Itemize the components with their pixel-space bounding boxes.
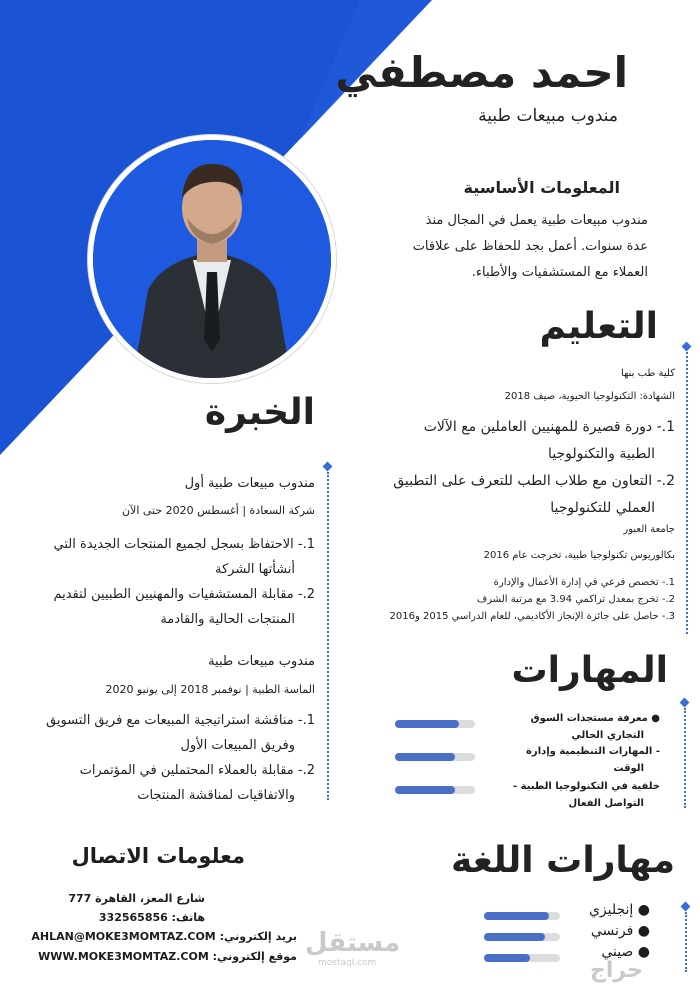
about-line: عدة سنوات. أعمل بجد للحفاظ على علاقات bbox=[412, 239, 648, 254]
job-meta: الماسة الطبية | نوفمبر 2018 إلى يونيو 2020 bbox=[105, 683, 315, 696]
school-name: كلية طب بنها bbox=[620, 368, 675, 379]
about-text bbox=[388, 208, 648, 286]
about-line: مندوب مبيعات طبية يعمل في المجال منذ bbox=[425, 213, 648, 228]
contact-phone: هاتف: 332565856 bbox=[98, 911, 205, 924]
skills-timeline bbox=[684, 708, 686, 808]
contact-website[interactable]: موقع إلكتروني: WWW.MOKE3MOMTAZ.COM bbox=[38, 950, 297, 963]
job-title: مندوب مبيعات طبية bbox=[208, 654, 315, 669]
list-item: 1.- تخصص فرعي في إدارة الأعمال والإدارة bbox=[493, 577, 675, 588]
skill-bar-fill bbox=[395, 720, 459, 728]
contact-email[interactable]: بريد إلكتروني: AHLAN@MOKE3MOMTAZ.COM bbox=[31, 930, 297, 943]
list-item: 3.- حاصل على جائزة الإنجاز الأكاديمي، للعام الدراسي 2015 و2016 bbox=[389, 611, 675, 622]
skill-line: ● معرفة مستجدات السوق bbox=[530, 713, 660, 724]
language-item: ● إنجليزي bbox=[588, 902, 650, 918]
job-meta: شركة السعادة | أغسطس 2020 حتى الآن bbox=[121, 504, 315, 517]
skill-item bbox=[510, 710, 660, 743]
language-bar bbox=[484, 933, 560, 941]
skill-bar-fill bbox=[395, 753, 455, 761]
skills-list bbox=[510, 710, 660, 812]
person-name: احمد مصطفي bbox=[335, 48, 628, 97]
list-item: والاتفاقيات لمناقشة المنتجات bbox=[137, 788, 295, 803]
education-items bbox=[375, 574, 675, 625]
job-duties bbox=[5, 532, 315, 632]
list-item: العملي للتكنولوجيا bbox=[550, 500, 655, 516]
skill-line: التجاري الحالي bbox=[571, 730, 644, 741]
job-title: مندوب مبيعات طبية bbox=[478, 106, 618, 126]
skill-line: التواصل الفعال bbox=[568, 798, 644, 809]
skill-line: خلفية في التكنولوجيا الطبية - bbox=[512, 781, 660, 792]
skill-bar-fill bbox=[395, 786, 455, 794]
list-item: 2.- تخرج بمعدل تراكمي 3.94 مع مرتبة الشرف bbox=[476, 594, 675, 605]
skill-bar bbox=[395, 720, 475, 728]
list-item: 2.- مقابلة المستشفيات والمهنيين الطبيين لتقديم bbox=[53, 587, 315, 602]
skill-bar bbox=[395, 786, 475, 794]
list-item: الطبية والتكنولوجيا bbox=[547, 446, 655, 462]
job-duties bbox=[0, 708, 315, 808]
list-item: وفريق المبيعات الأول bbox=[180, 738, 295, 753]
job-title: مندوب مبيعات طبية أول bbox=[184, 476, 315, 491]
watermark-url: mostaql.com bbox=[318, 958, 377, 968]
language-item: ● فرنسي bbox=[590, 923, 650, 939]
list-item: المنتجات الحالية والقادمة bbox=[160, 612, 295, 627]
language-bar bbox=[484, 954, 560, 962]
profile-photo bbox=[88, 135, 336, 383]
language-item: ● صيني bbox=[601, 944, 650, 960]
about-line: العملاء مع المستشفيات والأطباء. bbox=[471, 265, 648, 280]
list-item: أنشأتها الشركة bbox=[215, 562, 295, 577]
list-item: 2.- مقابلة بالعملاء المحتملين في المؤتمرات bbox=[79, 763, 315, 778]
list-item: 1.- الاحتفاظ بسجل لجميع المنتجات الجديدة التي bbox=[53, 537, 315, 552]
skill-item bbox=[510, 743, 660, 778]
school-name: جامعة العبور bbox=[623, 524, 675, 535]
degree: الشهادة: التكنولوجيا الحيوية، صيف 2018 bbox=[504, 391, 675, 402]
skill-item bbox=[510, 778, 660, 812]
list-item: 1.- دورة قصيرة للمهنيين العاملين مع الآلات bbox=[423, 419, 675, 435]
language-bar-fill bbox=[484, 954, 530, 962]
experience-timeline bbox=[327, 472, 329, 800]
person-illustration bbox=[93, 140, 331, 378]
watermark-logo: مستقل bbox=[305, 928, 401, 958]
education-heading: التعليم bbox=[539, 306, 658, 347]
watermark-logo: حراج bbox=[590, 958, 643, 983]
languages-list bbox=[589, 900, 650, 963]
experience-heading: الخبرة bbox=[204, 392, 315, 433]
skill-line: - المهارات التنظيمية وإدارة bbox=[526, 746, 660, 757]
skill-bar bbox=[395, 753, 475, 761]
list-item: 2.- التعاون مع طلاب الطب للتعرف على التطبيق bbox=[393, 473, 675, 489]
degree: بكالوريوس تكنولوجيا طبية، تخرجت عام 2016 bbox=[483, 550, 675, 561]
contact-address: شارع المعز، القاهرة 777 bbox=[68, 892, 205, 905]
language-bar-fill bbox=[484, 933, 545, 941]
education-timeline bbox=[686, 352, 688, 634]
skills-heading: المهارات bbox=[511, 650, 668, 691]
languages-timeline bbox=[685, 912, 687, 972]
languages-heading: مهارات اللغة bbox=[450, 840, 675, 881]
list-item: 1.- مناقشة استراتيجية المبيعات مع فريق التسويق bbox=[46, 713, 315, 728]
skill-line: الوقت bbox=[613, 763, 644, 774]
language-bar bbox=[484, 912, 560, 920]
language-bar-fill bbox=[484, 912, 549, 920]
about-heading: المعلومات الأساسية bbox=[463, 178, 620, 197]
contact-heading: معلومات الاتصال bbox=[71, 844, 245, 868]
education-items bbox=[375, 414, 675, 522]
